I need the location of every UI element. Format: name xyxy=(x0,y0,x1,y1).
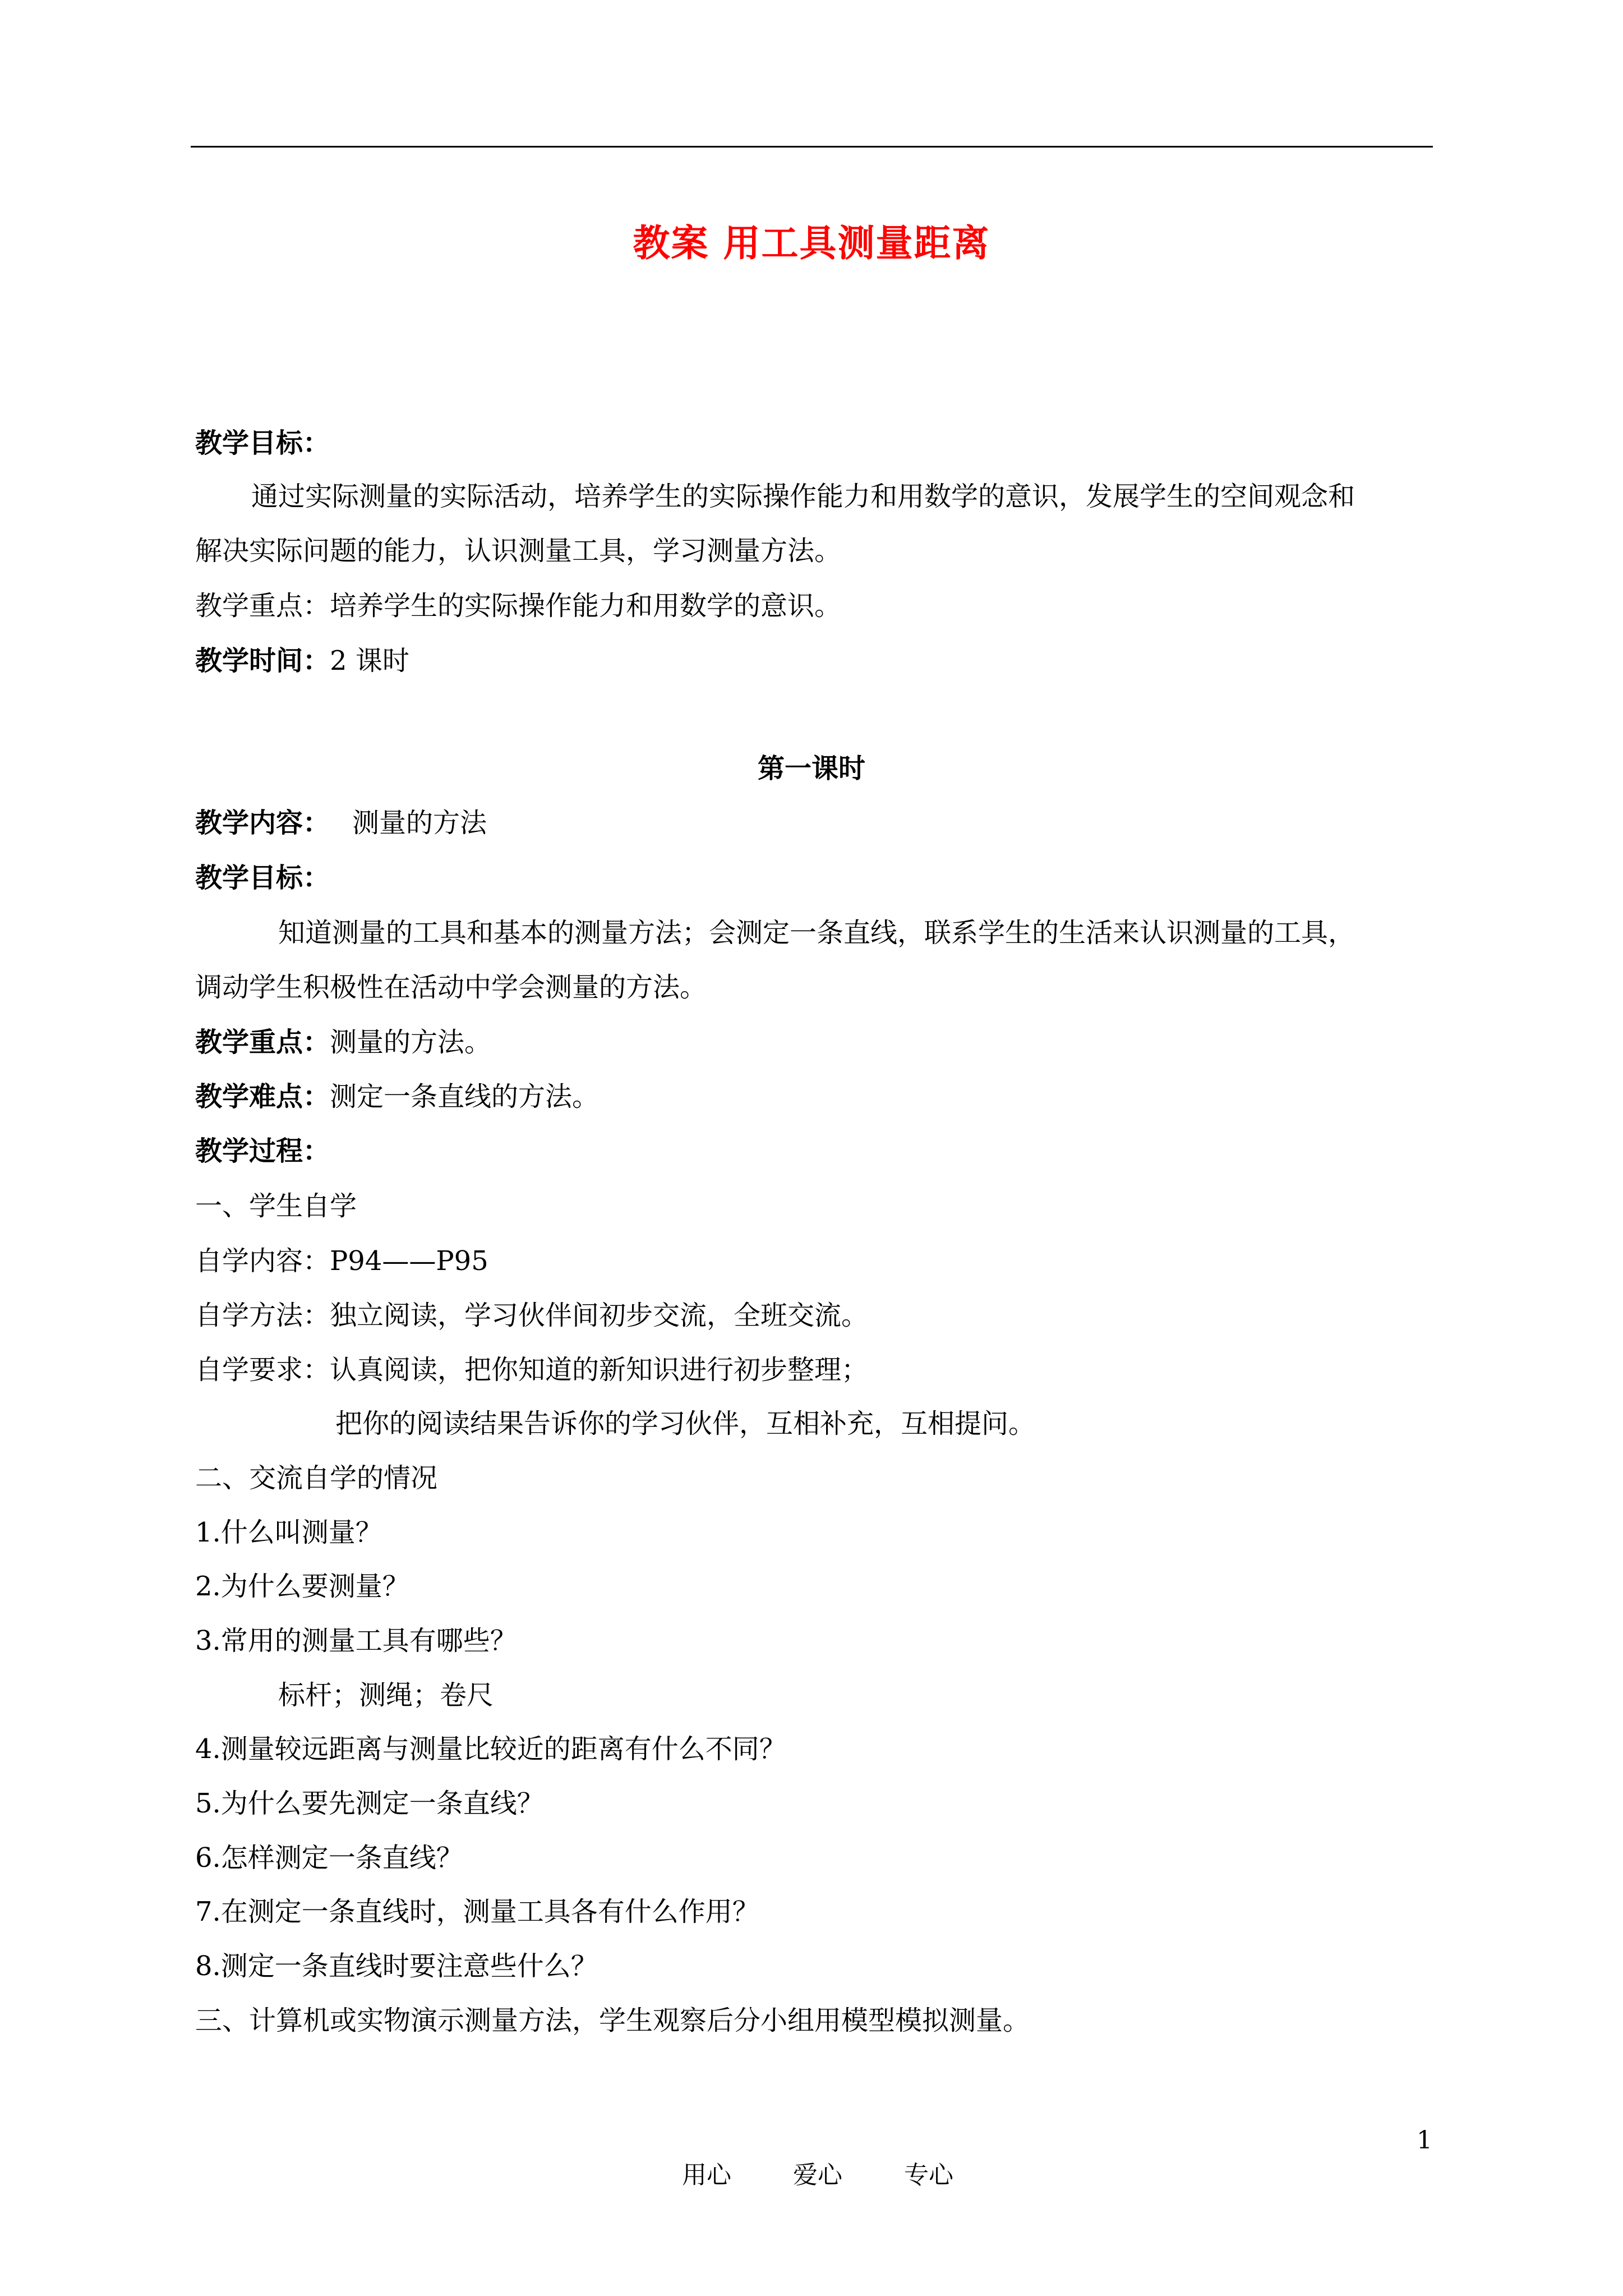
teaching-content-label: 教学内容： xyxy=(195,807,330,839)
objectives-line-1: 通过实际测量的实际活动，培养学生的实际操作能力和用数学的意识，发展学生的空间观念和 xyxy=(251,481,1355,512)
teaching-time xyxy=(195,644,409,678)
process-heading: 教学过程： xyxy=(195,1135,330,1167)
footer-motto-3: 专心 xyxy=(903,2161,953,2189)
lesson1-difficult-label: 教学难点： xyxy=(195,1081,330,1112)
document-title: 教案 用工具测量距离 xyxy=(633,221,990,265)
footer-motto-1: 用心 xyxy=(681,2161,731,2189)
footer-motto-2: 爱心 xyxy=(792,2161,842,2189)
lesson1-difficult-point xyxy=(195,1080,599,1114)
self-study-content: 自学内容：P94——P95 xyxy=(195,1245,488,1277)
self-study-method: 自学方法：独立阅读，学习伙伴间初步交流，全班交流。 xyxy=(195,1300,869,1331)
question-8: 8.测定一条直线时要注意些什么？ xyxy=(195,1950,598,1982)
lesson1-objectives-line-1: 知道测量的工具和基本的测量方法；会测定一条直线，联系学生的生活来认识测量的工具， xyxy=(278,917,1355,949)
question-6: 6.怎样测定一条直线？ xyxy=(195,1842,463,1874)
question-4: 4.测量较远距离与测量比较近的距离有什么不同？ xyxy=(195,1733,786,1765)
lesson1-key-point xyxy=(195,1025,491,1059)
lesson1-objectives-heading: 教学目标： xyxy=(195,862,330,894)
header-rule xyxy=(191,146,1433,148)
objectives-heading: 教学目标： xyxy=(195,427,330,459)
section-1: 一、学生自学 xyxy=(195,1190,357,1222)
key-point: 教学重点：培养学生的实际操作能力和用数学的意识。 xyxy=(195,590,842,622)
section-3: 三、计算机或实物演示测量方法，学生观察后分小组用模型模拟测量。 xyxy=(195,2005,1030,2036)
teaching-time-label: 教学时间： xyxy=(195,645,330,677)
question-5: 5.为什么要先测定一条直线？ xyxy=(195,1788,544,1819)
section-2: 二、交流自学的情况 xyxy=(195,1462,438,1494)
lesson1-key-label: 教学重点： xyxy=(195,1027,330,1058)
page-number: 1 xyxy=(1417,2126,1432,2155)
question-2: 2.为什么要测量？ xyxy=(195,1571,409,1602)
self-study-requirement-1: 自学要求：认真阅读，把你知道的新知识进行初步整理； xyxy=(195,1354,869,1386)
teaching-time-value: 2 课时 xyxy=(330,645,409,677)
objectives-line-2: 解决实际问题的能力，认识测量工具，学习测量方法。 xyxy=(195,535,842,567)
question-1: 1.什么叫测量？ xyxy=(195,1517,382,1548)
self-study-requirement-2: 把你的阅读结果告诉你的学习伙伴，互相补充，互相提问。 xyxy=(335,1408,1036,1439)
lesson1-heading: 第一课时 xyxy=(757,753,865,784)
question-3: 3.常用的测量工具有哪些？ xyxy=(195,1625,517,1657)
lesson1-objectives-line-2: 调动学生积极性在活动中学会测量的方法。 xyxy=(195,972,707,1003)
teaching-content xyxy=(195,806,487,840)
footer-motto xyxy=(651,2126,1015,2219)
lesson1-difficult-value: 测定一条直线的方法。 xyxy=(330,1081,600,1112)
question-7: 7.在测定一条直线时，测量工具各有什么作用？ xyxy=(195,1896,759,1927)
teaching-content-value: 测量的方法 xyxy=(352,807,487,839)
question-3-answer: 标杆；测绳；卷尺 xyxy=(278,1680,494,1711)
lesson1-key-value: 测量的方法。 xyxy=(330,1027,492,1058)
